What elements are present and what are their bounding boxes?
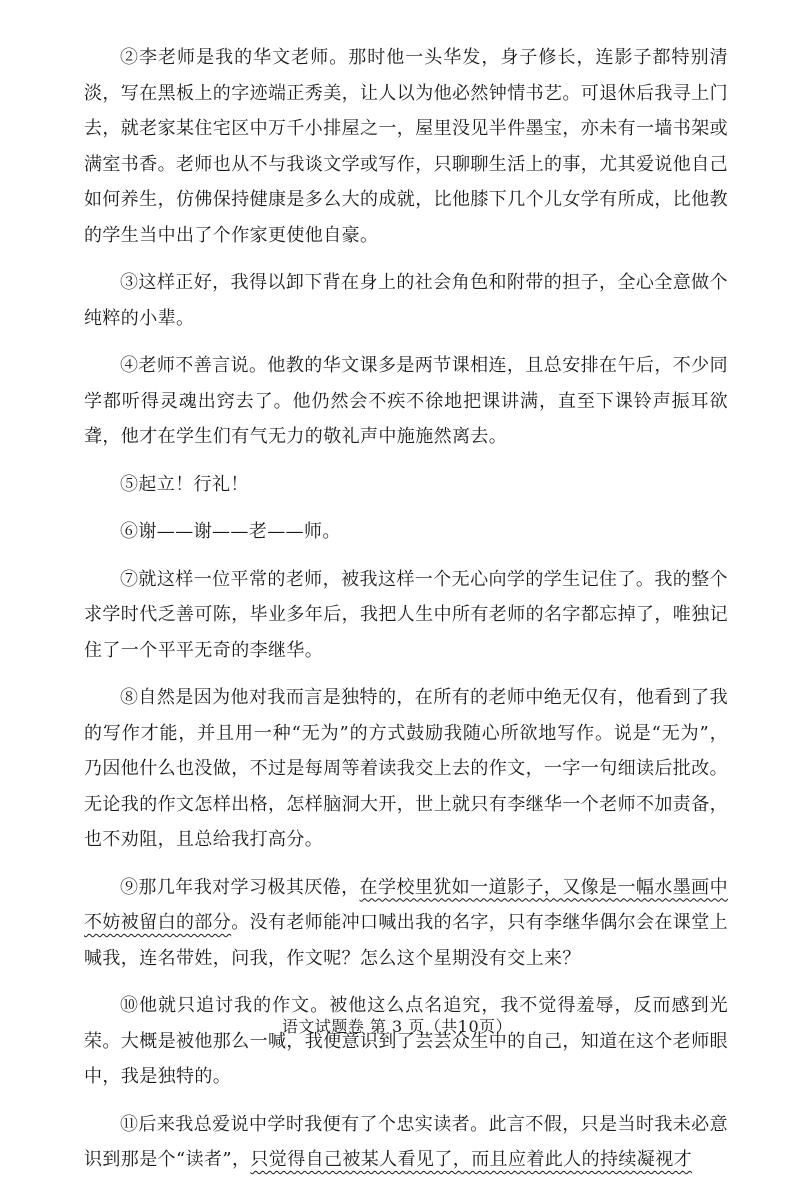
paragraph-p3 (84, 265, 728, 336)
paragraph-text: ⑪后来我总爱说中学时我便有了个忠实读者。此言不假，只是当时我未必意识到那是个“读者”， (84, 1113, 728, 1170)
paragraph-text: ⑤起立！行礼！ (120, 473, 249, 495)
paragraph-p10 (84, 988, 728, 1095)
article-body (84, 40, 728, 1178)
paragraph-p4 (84, 348, 728, 455)
wavy-underlined-text: 只觉得自己被某人看见了，而且应着此人的持续凝视才 (250, 1149, 693, 1170)
paragraph-text: ②李老师是我的华文老师。那时他一头华发，身子修长，连影子都特别清淡，写在黑板上的字迹端正秀美，让人以为他必然钟情书艺。可退休后我寻上门去，就老家某住宅区中万千小排屋之一，屋里没见半件墨宝，亦未有一墙书架或满室书香。老师也从不与我谈文学或写作，只聊聊生活上的事，尤其爱说他自己如何养生，仿佛保持健康是多么大的成就，比他膝下几个儿女学有所成，比他教的学生当中出了个作家更使他自豪。 (84, 47, 728, 246)
paragraph-text: 。没有老师能冲口喊出我的名字，只有李继华偶尔会在课堂上喊我，连名带姓，问我，作文呢？怎么这个星期没有交上来？ (84, 912, 729, 969)
paragraph-p8 (84, 680, 728, 858)
paragraph-p9 (84, 870, 728, 977)
page-footer: 语文试题卷 第 3 页（共10页） (281, 1017, 513, 1036)
paragraph-text: ⑩他就只追讨我的作文。被他这么点名追究，我不觉得羞辱，反而感到光荣。大概是被他那么一喊，我便意识到了芸芸众生中的自己，知道在这个老师眼中，我是独特的。 (84, 995, 728, 1087)
paragraph-text: ③这样正好，我得以卸下背在身上的社会角色和附带的担子，全心全意做个纯粹的小辈。 (84, 272, 728, 329)
paragraph-text: ④老师不善言说。他教的华文课多是两节课相连，且总安排在午后，不少同学都听得灵魂出窍去了。他仍然会不疾不徐地把课讲满，直至下课铃声振耳欲聋，他才在学生们有气无力的敬礼声中施施然离去。 (84, 355, 728, 447)
paragraph-p11 (84, 1107, 728, 1178)
paragraph-text: ⑥谢——谢——老——师。 (120, 521, 341, 542)
paragraph-p7 (84, 562, 728, 669)
wavy-underlined-text: 在学校里犹如一道影子，又像是一幅水墨画中不妨被留白的部分 (84, 876, 729, 933)
paragraph-p6 (84, 514, 728, 550)
paragraph-p2 (84, 40, 728, 253)
paragraph-text: ⑧自然是因为他对我而言是独特的，在所有的老师中绝无仅有，他看到了我的写作才能，并且用一种“无为”的方式鼓励我随心所欲地写作。说是“无为”，乃因他什么也没做，不过是每周等着读我交上去的作文，一字一句细读后批改。无论我的作文怎样出格，怎样脑洞大开，世上就只有李继华一个老师不加责备，也不劝阻，且总给我打高分。 (84, 687, 728, 850)
paragraph-p5 (84, 467, 728, 503)
paragraph-text: ⑨那几年我对学习极其厌倦， (120, 876, 360, 898)
paragraph-text: ⑦就这样一位平常的老师，被我这样一个无心向学的学生记住了。我的整个求学时代乏善可陈，毕业多年后，我把人生中所有老师的名字都忘掉了，唯独记住了一个平平无奇的李继华。 (84, 568, 728, 661)
